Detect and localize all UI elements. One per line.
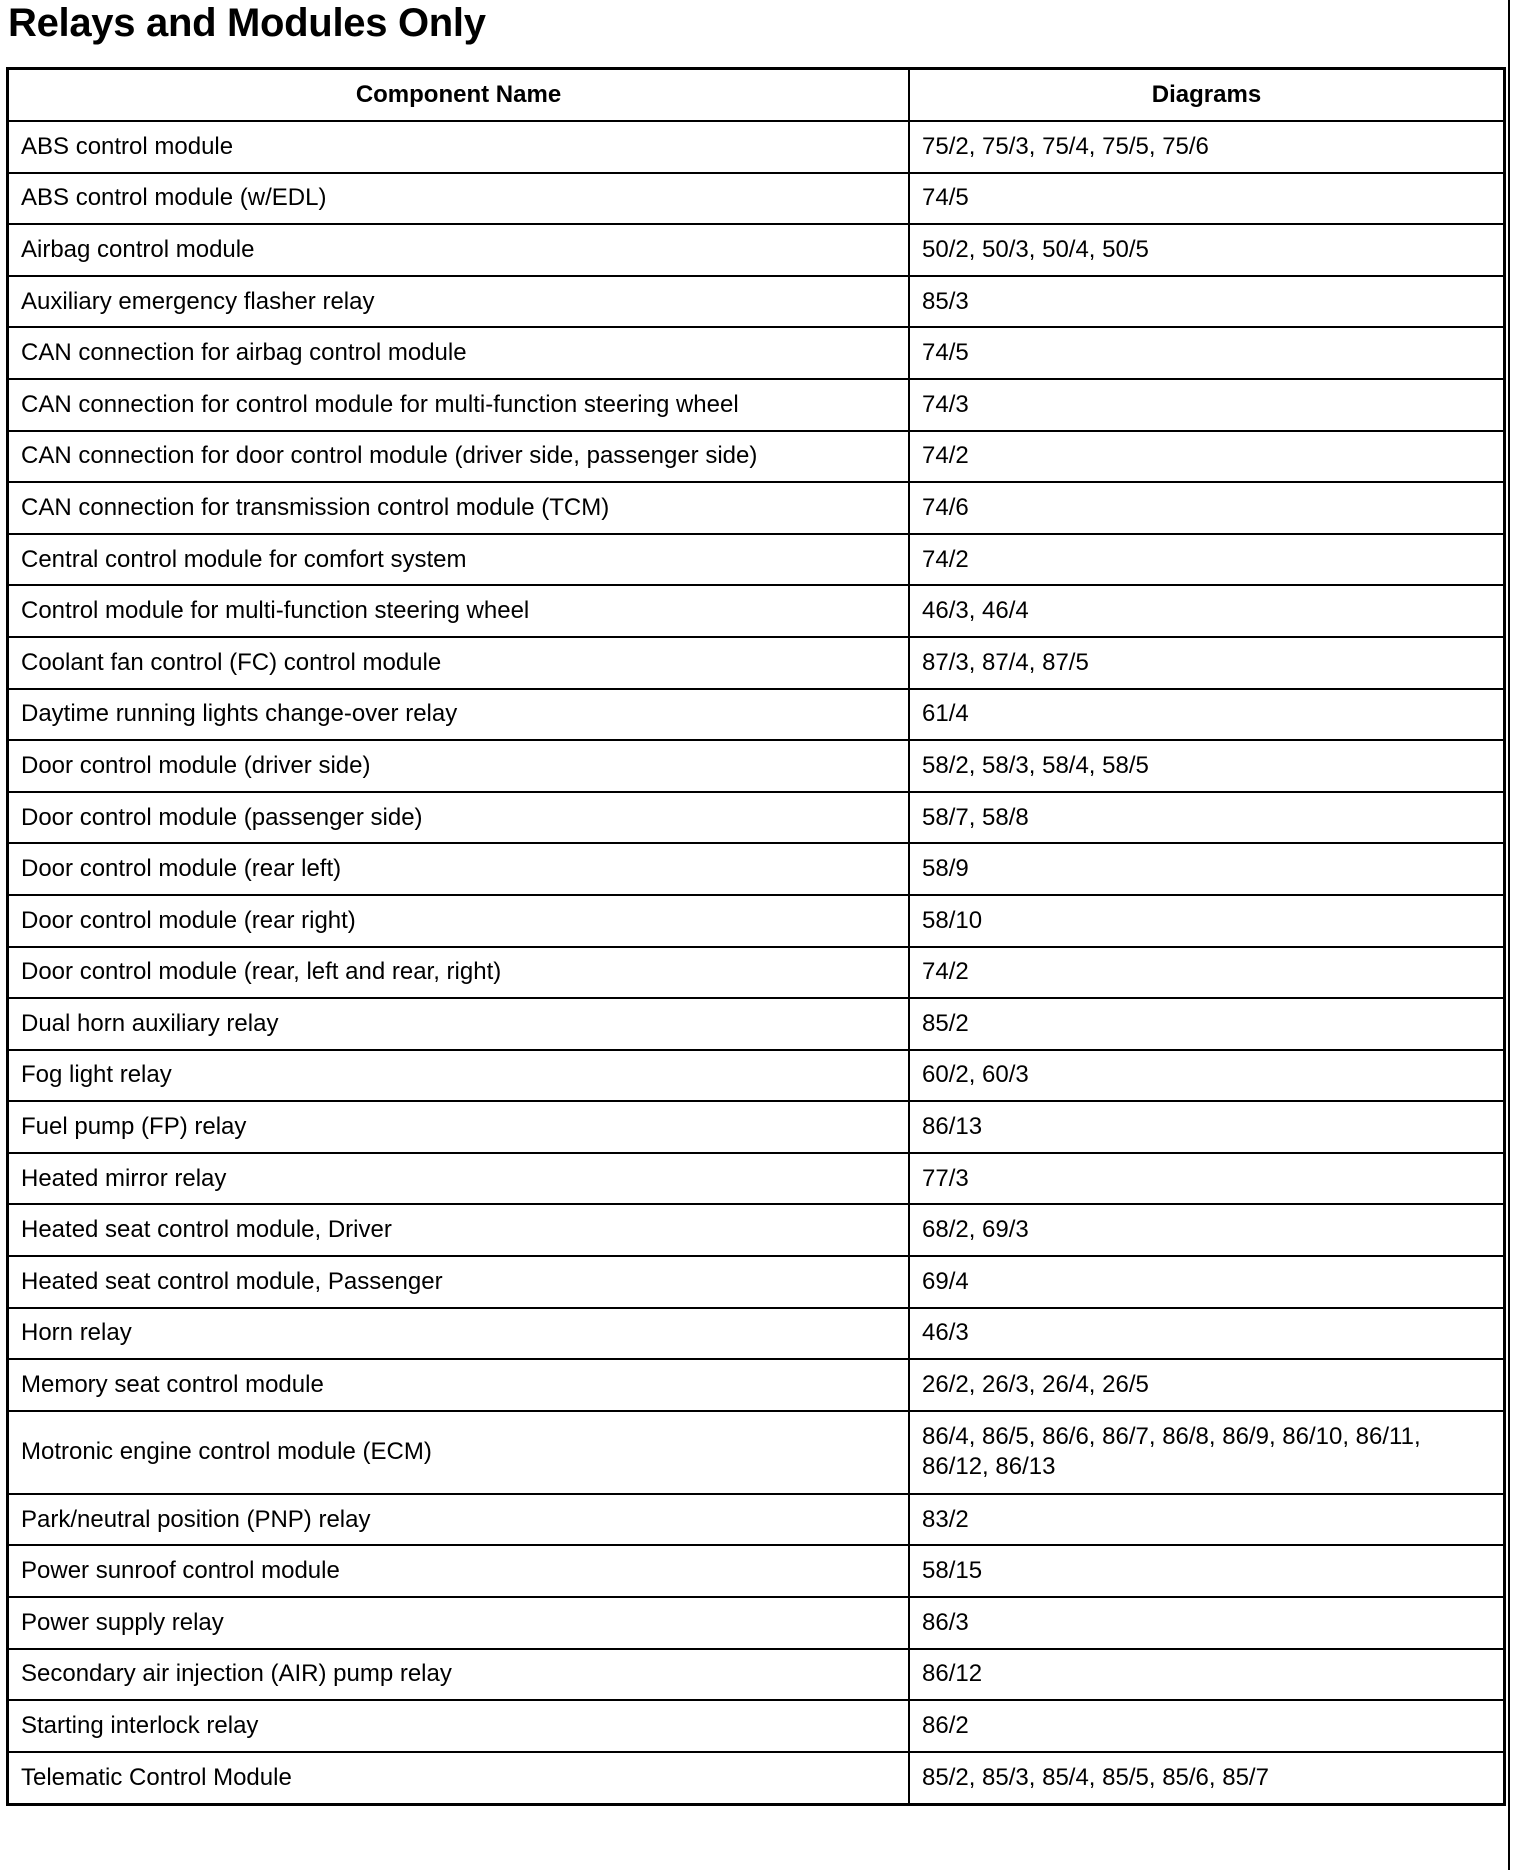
component-name-cell: CAN connection for door control module (driver side, passenger side) xyxy=(9,431,909,483)
component-name-cell: Central control module for comfort system xyxy=(9,534,909,586)
diagrams-cell: 86/12 xyxy=(909,1649,1503,1701)
component-name-cell: Heated mirror relay xyxy=(9,1153,909,1205)
table-row xyxy=(9,1597,1503,1649)
component-name-cell: Fog light relay xyxy=(9,1050,909,1102)
table-body xyxy=(9,121,1503,1803)
component-name-cell: Auxiliary emergency flasher relay xyxy=(9,276,909,328)
table-row xyxy=(9,1153,1503,1205)
diagrams-cell: 58/7, 58/8 xyxy=(909,792,1503,844)
diagrams-cell: 58/10 xyxy=(909,895,1503,947)
diagrams-cell: 87/3, 87/4, 87/5 xyxy=(909,637,1503,689)
table-row xyxy=(9,1359,1503,1411)
diagrams-cell: 74/3 xyxy=(909,379,1503,431)
table-row xyxy=(9,482,1503,534)
diagrams-cell: 68/2, 69/3 xyxy=(909,1204,1503,1256)
table-row xyxy=(9,792,1503,844)
component-name-cell: Heated seat control module, Passenger xyxy=(9,1256,909,1308)
component-name-cell: Fuel pump (FP) relay xyxy=(9,1101,909,1153)
table-row xyxy=(9,173,1503,225)
component-name-cell: CAN connection for transmission control module (TCM) xyxy=(9,482,909,534)
diagrams-cell: 77/3 xyxy=(909,1153,1503,1205)
table-row xyxy=(9,534,1503,586)
diagrams-cell: 85/3 xyxy=(909,276,1503,328)
component-name-cell: Telematic Control Module xyxy=(9,1752,909,1804)
table-row xyxy=(9,895,1503,947)
component-name-cell: Heated seat control module, Driver xyxy=(9,1204,909,1256)
table-row xyxy=(9,1308,1503,1360)
diagrams-cell: 86/2 xyxy=(909,1700,1503,1752)
table-row xyxy=(9,740,1503,792)
component-name-cell: Door control module (passenger side) xyxy=(9,792,909,844)
table-row xyxy=(9,431,1503,483)
component-name-cell: Control module for multi-function steering wheel xyxy=(9,585,909,637)
table-row xyxy=(9,1204,1503,1256)
component-name-cell: Memory seat control module xyxy=(9,1359,909,1411)
component-name-cell: Motronic engine control module (ECM) xyxy=(9,1411,909,1494)
component-name-cell: Starting interlock relay xyxy=(9,1700,909,1752)
component-name-cell: ABS control module xyxy=(9,121,909,173)
diagrams-cell: 86/13 xyxy=(909,1101,1503,1153)
diagrams-cell: 58/9 xyxy=(909,843,1503,895)
component-name-cell: Power supply relay xyxy=(9,1597,909,1649)
table-row xyxy=(9,1256,1503,1308)
component-name-cell: Door control module (driver side) xyxy=(9,740,909,792)
component-name-cell: Power sunroof control module xyxy=(9,1545,909,1597)
component-name-cell: CAN connection for airbag control module xyxy=(9,327,909,379)
component-name-cell: Door control module (rear left) xyxy=(9,843,909,895)
table-row xyxy=(9,1752,1503,1804)
relays-modules-table xyxy=(6,67,1506,1806)
table-row xyxy=(9,585,1503,637)
table-row xyxy=(9,276,1503,328)
table-row xyxy=(9,637,1503,689)
table-row xyxy=(9,121,1503,173)
diagrams-cell: 26/2, 26/3, 26/4, 26/5 xyxy=(909,1359,1503,1411)
diagrams-cell: 74/5 xyxy=(909,327,1503,379)
table-row xyxy=(9,843,1503,895)
table-row xyxy=(9,1700,1503,1752)
header-diagrams: Diagrams xyxy=(909,70,1503,121)
table-row xyxy=(9,998,1503,1050)
diagrams-cell: 58/15 xyxy=(909,1545,1503,1597)
table-row xyxy=(9,1649,1503,1701)
diagrams-cell: 50/2, 50/3, 50/4, 50/5 xyxy=(909,224,1503,276)
component-name-cell: ABS control module (w/EDL) xyxy=(9,173,909,225)
component-name-cell: Horn relay xyxy=(9,1308,909,1360)
diagrams-cell: 86/4, 86/5, 86/6, 86/7, 86/8, 86/9, 86/10, 86/11, 86/12, 86/13 xyxy=(909,1411,1503,1494)
diagrams-cell: 85/2 xyxy=(909,998,1503,1050)
component-name-cell: Secondary air injection (AIR) pump relay xyxy=(9,1649,909,1701)
diagrams-cell: 69/4 xyxy=(909,1256,1503,1308)
table-row xyxy=(9,327,1503,379)
component-name-cell: Park/neutral position (PNP) relay xyxy=(9,1494,909,1546)
component-name-cell: Door control module (rear, left and rear, right) xyxy=(9,947,909,999)
table-row xyxy=(9,1545,1503,1597)
header-component-name: Component Name xyxy=(9,70,909,121)
diagrams-cell: 85/2, 85/3, 85/4, 85/5, 85/6, 85/7 xyxy=(909,1752,1503,1804)
component-name-cell: Coolant fan control (FC) control module xyxy=(9,637,909,689)
diagrams-cell: 74/6 xyxy=(909,482,1503,534)
diagrams-cell: 61/4 xyxy=(909,689,1503,741)
data-table xyxy=(9,70,1503,1803)
component-name-cell: Daytime running lights change-over relay xyxy=(9,689,909,741)
diagrams-cell: 74/2 xyxy=(909,534,1503,586)
table-row xyxy=(9,1050,1503,1102)
header-row xyxy=(9,70,1503,121)
diagrams-cell: 58/2, 58/3, 58/4, 58/5 xyxy=(909,740,1503,792)
page-title: Relays and Modules Only xyxy=(8,1,486,45)
table-row xyxy=(9,224,1503,276)
diagrams-cell: 74/2 xyxy=(909,947,1503,999)
diagrams-cell: 83/2 xyxy=(909,1494,1503,1546)
table-row xyxy=(9,947,1503,999)
diagrams-cell: 46/3 xyxy=(909,1308,1503,1360)
diagrams-cell: 75/2, 75/3, 75/4, 75/5, 75/6 xyxy=(909,121,1503,173)
component-name-cell: Airbag control module xyxy=(9,224,909,276)
component-name-cell: Dual horn auxiliary relay xyxy=(9,998,909,1050)
diagrams-cell: 74/2 xyxy=(909,431,1503,483)
table-row xyxy=(9,1411,1503,1494)
table-row xyxy=(9,1494,1503,1546)
diagrams-cell: 60/2, 60/3 xyxy=(909,1050,1503,1102)
table-row xyxy=(9,689,1503,741)
component-name-cell: Door control module (rear right) xyxy=(9,895,909,947)
table-row xyxy=(9,379,1503,431)
page-edge-line xyxy=(1508,0,1510,1870)
diagrams-cell: 74/5 xyxy=(909,173,1503,225)
diagrams-cell: 46/3, 46/4 xyxy=(909,585,1503,637)
diagrams-cell: 86/3 xyxy=(909,1597,1503,1649)
table-row xyxy=(9,1101,1503,1153)
component-name-cell: CAN connection for control module for multi-function steering wheel xyxy=(9,379,909,431)
